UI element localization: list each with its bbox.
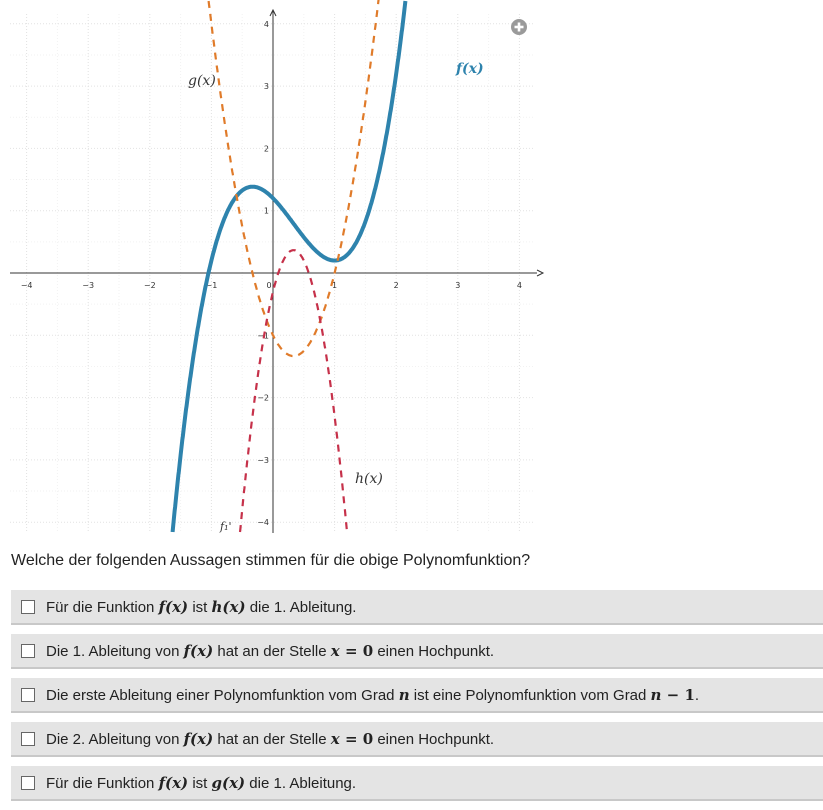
y-tick-label: −2 (257, 393, 269, 403)
x-tick-label: −2 (143, 281, 156, 290)
checkbox[interactable] (21, 600, 35, 614)
answer-option-1[interactable] (11, 590, 823, 625)
y-tick-label: 2 (263, 144, 269, 154)
answer-option-3[interactable] (11, 678, 823, 713)
y-tick-label: 1 (263, 206, 269, 216)
y-tick-label: −3 (257, 455, 269, 465)
label-fx: f(x) (456, 61, 484, 77)
answer-text: Die 2. Ableitung von f(x) hat an der Stelle x = 0 einen Hochpunkt. (46, 729, 495, 748)
x-axis-arrow (537, 270, 543, 276)
checkbox[interactable] (21, 776, 35, 790)
label-extra-mark: f₁' (220, 520, 232, 533)
checkbox[interactable] (21, 644, 35, 658)
label-gx: g(x) (188, 73, 216, 89)
series-gx (209, 0, 379, 356)
x-tick-label: 0 (266, 281, 272, 290)
answer-text: Die erste Ableitung einer Polynomfunktion vom Grad n ist eine Polynomfunktion vom Grad n − 1. (46, 685, 700, 704)
answer-option-4[interactable] (11, 722, 823, 757)
x-tick-label: 1 (332, 281, 338, 290)
checkbox[interactable] (21, 688, 35, 702)
answer-text: Die 1. Ableitung von f(x) hat an der Stelle x = 0 einen Hochpunkt. (46, 641, 495, 660)
axes (10, 10, 543, 533)
y-tick-label: 3 (263, 82, 269, 92)
y-tick-label: −1 (257, 331, 269, 341)
x-tick-label: −3 (82, 281, 95, 290)
series-hx (240, 250, 347, 534)
zoom-in-button[interactable] (511, 19, 527, 35)
answer-text: Für die Funktion f(x) ist h(x) die 1. Ableitung. (46, 597, 357, 616)
answer-list (11, 590, 823, 810)
x-tick-label: −4 (20, 281, 33, 290)
y-tick-label: −4 (257, 518, 269, 528)
answer-option-5[interactable] (11, 766, 823, 801)
x-tick-label: 2 (393, 281, 399, 290)
function-labels (188, 61, 484, 533)
question-text: Welche der folgenden Aussagen stimmen für die obige Polynomfunktion? (11, 552, 531, 569)
x-tick-label: 3 (455, 281, 461, 290)
checkbox[interactable] (21, 732, 35, 746)
label-hx: h(x) (355, 471, 383, 487)
x-tick-label: −1 (205, 281, 218, 290)
x-tick-label: 4 (516, 281, 522, 290)
answer-option-2[interactable] (11, 634, 823, 669)
answer-text: Für die Funktion f(x) ist g(x) die 1. Ableitung. (46, 773, 357, 792)
y-tick-label: 4 (263, 19, 269, 29)
